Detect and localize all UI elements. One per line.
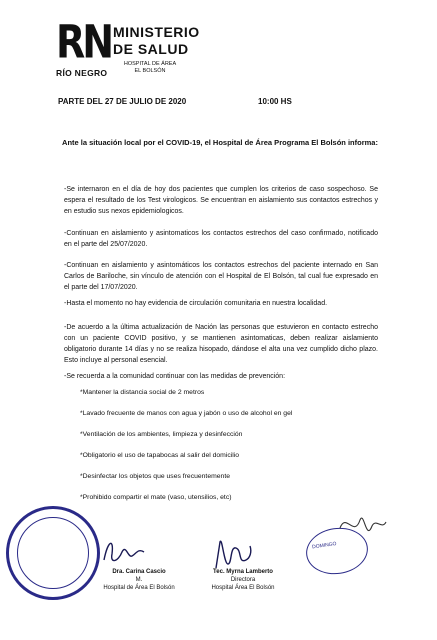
paragraph: -Continuan en aislamiento y asintomaticos los contactos estrechos del caso confirmado, notificado en el parte del 25/07/2020. bbox=[64, 230, 378, 248]
paragraph: -Continuan en aislamiento y asintomáticos los contactos estrechos del paciente internado en San Carlos de Bariloche, sin vínculo de atención con el Hospital de El Bolsón, tal cual fue expresado en el parte del 17/07/2020. bbox=[64, 262, 378, 291]
report-intro: Ante la situación local por el COVID-19, el Hospital de Área Programa El Bolsón informa: bbox=[62, 138, 378, 147]
ministry-line-1: MINISTERIO bbox=[113, 24, 200, 40]
signer-role: M. bbox=[135, 577, 143, 583]
hospital-line-2: EL BOLSÓN bbox=[134, 68, 166, 74]
paragraph: -Se recuerda a la comunidad continuar con las medidas de prevención: bbox=[64, 373, 286, 380]
signer-place: Hospital de Área El Bolsón bbox=[103, 585, 175, 591]
report-time: 10:00 HS bbox=[258, 97, 292, 106]
hospital-line-1: HOSPITAL DE ÁREA bbox=[123, 61, 177, 67]
signer-name: Dra. Carina Cascio bbox=[112, 569, 166, 575]
paragraph: -De acuerdo a la última actualización de Nación las personas que estuvieron en contacto estrecho con un paciente COVID positivo, y se mantienen asintomaticas, deben realizar aislamiento obligatorio durante 14 días y no se realiza hisopado, dándose el alta una vez cumplido dicho plazo. Esto incluye al personal esencial. bbox=[64, 324, 378, 364]
seal-inner-ring bbox=[17, 517, 89, 589]
prevention-measures-list bbox=[80, 388, 380, 514]
signer-role: Directora bbox=[230, 577, 256, 583]
paragraph: -Se internaron en el día de hoy dos pacientes que cumplen los criterios de caso sospechoso. Se espera el resultado de los Test virologicos. Se encuentran en aislamiento sus contactos estrechos y en estudio sus nexos epidemiologicos. bbox=[64, 186, 378, 215]
list-item: *Desinfectar los objetos que uses frecuentemente bbox=[80, 473, 230, 480]
list-item: *Lavado frecuente de manos con agua y jabón o uso de alcohol en gel bbox=[80, 410, 293, 417]
seal-text: DOMINGO bbox=[311, 541, 337, 551]
list-item: *Prohibido compartir el mate (vaso, utensilios, etc) bbox=[80, 494, 232, 501]
signature-stamp bbox=[336, 508, 388, 544]
signer-place: Hospital Área El Bolsón bbox=[211, 585, 275, 591]
logo-subtitle: RÍO NEGRO bbox=[56, 68, 108, 78]
rio-negro-logo bbox=[56, 15, 112, 80]
list-item: *Obligatorio el uso de tapabocas al salir del domicilio bbox=[80, 452, 240, 459]
list-item: *Mantener la distancia social de 2 metros bbox=[80, 389, 205, 396]
ministry-header bbox=[113, 24, 233, 75]
signer-name: Tec. Myrna Lamberto bbox=[213, 569, 273, 575]
paragraph: -Hasta el momento no hay evidencia de circulación comunitaria en nuestra localidad. bbox=[64, 300, 328, 307]
signature-left bbox=[100, 534, 148, 568]
signer-left bbox=[84, 568, 194, 592]
logo-mark: RN bbox=[56, 15, 112, 69]
ministry-line-2: DE SALUD bbox=[113, 41, 189, 57]
list-item: *Ventilación de los ambientes, limpieza y desinfección bbox=[80, 431, 243, 438]
signer-right bbox=[188, 568, 298, 592]
report-date: PARTE DEL 27 DE JULIO DE 2020 bbox=[58, 97, 187, 106]
